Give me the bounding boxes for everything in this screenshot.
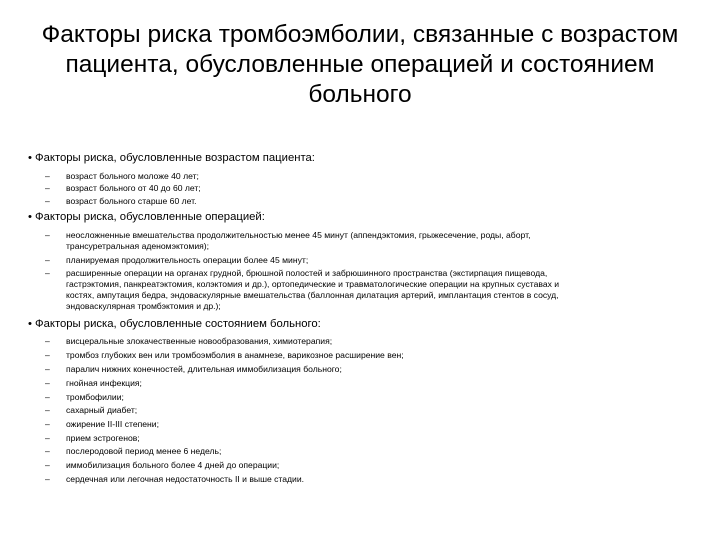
- list-item-line: висцеральные злокачественные новообразования, химиотерапия;: [66, 336, 333, 346]
- dash-marker: –: [45, 364, 50, 374]
- list-item-text: [66, 433, 696, 444]
- dash-marker: –: [45, 474, 50, 484]
- list-item-line: послеродовой период менее 6 недель;: [66, 446, 222, 456]
- list-item-text: [66, 255, 696, 266]
- dash-marker: –: [45, 230, 50, 240]
- bullet-marker: •: [28, 318, 32, 330]
- list-item-line: тромбоз глубоких вен или тромбоэмболия в анамнезе, варикозное расширение вен;: [66, 350, 404, 360]
- dash-marker: –: [45, 196, 50, 206]
- list-item-line: ожирение II-III степени;: [66, 419, 159, 429]
- dash-marker: –: [45, 433, 50, 443]
- section-heading-text: Факторы риска, обусловленные состоянием больного:: [35, 318, 321, 330]
- list-item-text: [66, 183, 696, 194]
- section-heading-text: Факторы риска, обусловленные возрастом пациента:: [35, 152, 315, 164]
- list-item-line: расширенные операции на органах грудной, брюшной полостей и забрюшинного пространства (экстирпация пищевода,: [66, 268, 548, 278]
- list-item-line: возраст больного от 40 до 60 лет;: [66, 183, 201, 193]
- list-item-line: гнойная инфекция;: [66, 378, 142, 388]
- dash-marker: –: [45, 255, 50, 265]
- list-item-line: тромбофилии;: [66, 392, 124, 402]
- list-item-line: прием эстрогенов;: [66, 433, 140, 443]
- list-item-line: возраст больного моложе 40 лет;: [66, 171, 199, 181]
- list-item-line: костях, ампутация бедра, эндоваскулярные вмешательства (баллонная дилатация артерий, имплантация стентов в сосуд,: [66, 290, 559, 300]
- list-item-line: планируемая продолжительность операции более 45 минут;: [66, 255, 309, 265]
- list-item-line: сердечная или легочная недостаточность II и выше стадии.: [66, 474, 305, 484]
- list-item-line: неосложненные вмешательства продолжительностью менее 45 минут (аппендэктомия, грыжесечение, роды, аборт,: [66, 230, 531, 240]
- list-item-line: эндоваскулярная тромбэктомия и др.);: [66, 301, 221, 311]
- list-item-text: [66, 230, 696, 252]
- dash-marker: –: [45, 350, 50, 360]
- list-item-text: [66, 364, 696, 375]
- dash-marker: –: [45, 183, 50, 193]
- list-item-text: [66, 419, 696, 430]
- title-line: больного: [308, 81, 412, 108]
- section-heading-text: Факторы риска, обусловленные операцией:: [35, 211, 265, 223]
- list-item-line: трансуретральная аденомэктомия);: [66, 241, 210, 251]
- dash-marker: –: [45, 446, 50, 456]
- list-item-text: [66, 171, 696, 182]
- list-item-line: паралич нижних конечностей, длительная иммобилизация больного;: [66, 364, 342, 374]
- dash-marker: –: [45, 171, 50, 181]
- list-item-text: [66, 460, 696, 471]
- list-item-text: [66, 268, 696, 312]
- dash-marker: –: [45, 392, 50, 402]
- list-item-text: [66, 196, 696, 207]
- bullet-marker: •: [28, 211, 32, 223]
- list-item-line: иммобилизация больного более 4 дней до операции;: [66, 460, 280, 470]
- bullet-marker: •: [28, 152, 32, 164]
- list-item-line: возраст больного старше 60 лет.: [66, 196, 197, 206]
- dash-marker: –: [45, 460, 50, 470]
- list-item-text: [66, 336, 696, 347]
- list-item-text: [66, 392, 696, 403]
- dash-marker: –: [45, 268, 50, 278]
- list-item-text: [66, 405, 696, 416]
- list-item-text: [66, 378, 696, 389]
- list-item-text: [66, 446, 696, 457]
- dash-marker: –: [45, 405, 50, 415]
- list-item-line: сахарный диабет;: [66, 405, 138, 415]
- dash-marker: –: [45, 336, 50, 346]
- dash-marker: –: [45, 378, 50, 388]
- dash-marker: –: [45, 419, 50, 429]
- list-item-text: [66, 350, 696, 361]
- list-item-line: гастрэктомия, панкреатэктомия, колэктомия и др.), ортопедические и травматологические операции на крупных суставах и: [66, 279, 560, 289]
- title-line: Факторы риска тромбоэмболии, связанные с возрастом: [41, 21, 679, 48]
- title-line: пациента, обусловленные операцией и состоянием: [65, 51, 655, 78]
- list-item-text: [66, 474, 696, 485]
